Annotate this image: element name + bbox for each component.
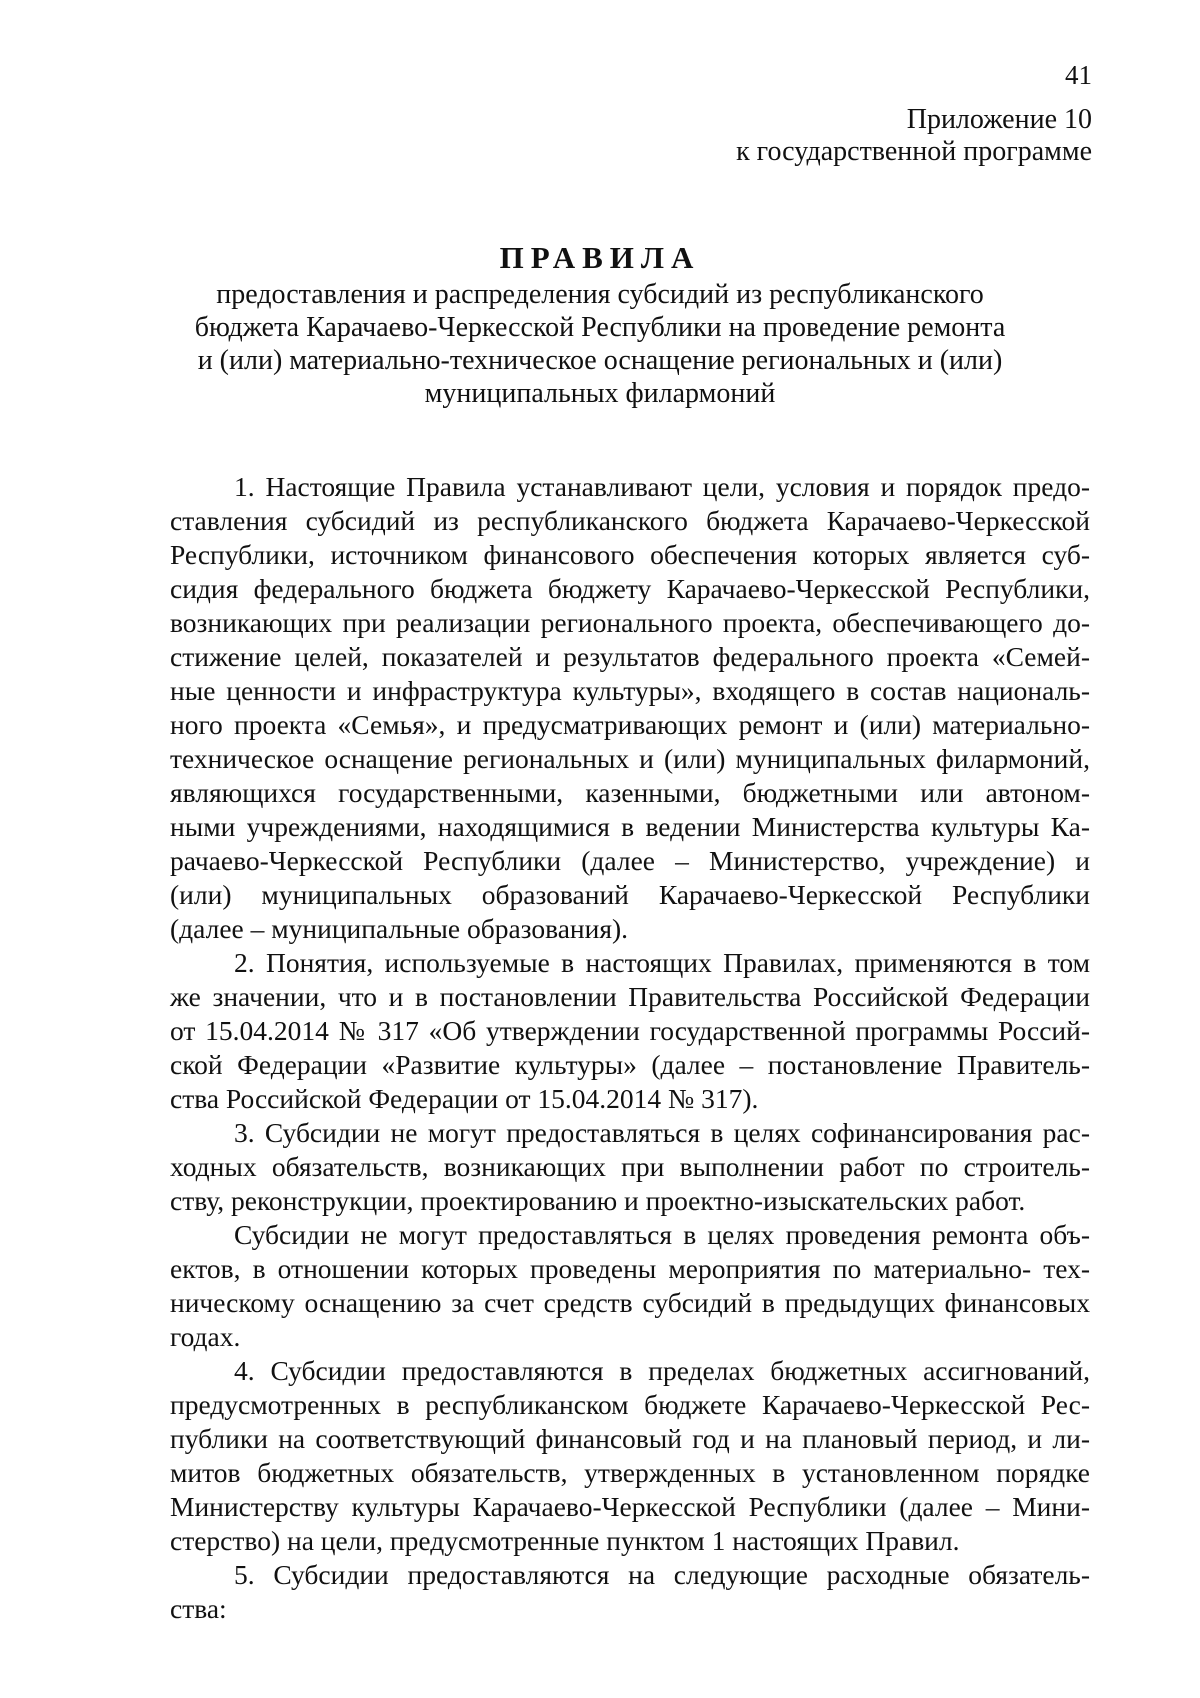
body-line: ства:: [170, 1593, 227, 1624]
page-number: 41: [1065, 60, 1092, 90]
document-subtitle: [0, 278, 1200, 410]
body-line: 5. Субсидии предоставляются на следующие расходные обязатель-: [234, 1559, 1090, 1590]
body-line: 3. Субсидии не могут предоставляться в целях софинансирования рас-: [234, 1117, 1090, 1148]
body-line: являющихся государственными, казенными, бюджетными или автоном-: [170, 777, 1090, 808]
body-line: техническое оснащение региональных и (или) муниципальных филармоний,: [170, 743, 1090, 774]
body-line: ходных обязательств, возникающих при выполнении работ по строитель-: [170, 1151, 1090, 1182]
subtitle-line: предоставления и распределения субсидий из республиканского: [216, 279, 984, 310]
annex-line: к государственной программе: [736, 136, 1092, 167]
body-line: ству, реконструкции, проектированию и проектно-изыскательских работ.: [170, 1185, 1026, 1216]
subtitle-line: и (или) материально-техническое оснащение региональных и (или): [197, 345, 1003, 376]
body-line: ства Российской Федерации от 15.04.2014 № 317).: [170, 1083, 759, 1114]
body-line: (или) муниципальных образований Карачаево-Черкесской Республики: [170, 879, 1090, 910]
body-line: публики на соответствующий финансовый год и на плановый период, и ли-: [170, 1423, 1090, 1454]
body-line: Республики, источником финансового обеспечения которых является суб-: [170, 539, 1090, 570]
body-line: стижение целей, показателей и результатов федерального проекта «Семей-: [170, 641, 1090, 672]
body-line: же значении, что и в постановлении Правительства Российской Федерации: [170, 981, 1090, 1012]
body-line: стерство) на цели, предусмотренные пунктом 1 настоящих Правил.: [170, 1525, 960, 1556]
body-line: годах.: [170, 1321, 241, 1352]
subtitle-line: муниципальных филармоний: [424, 378, 776, 409]
body-line: ными учреждениями, находящимися в ведении Министерства культуры Ка-: [170, 811, 1090, 842]
body-line: Субсидии не могут предоставляться в целях проведения ремонта объ-: [234, 1219, 1090, 1250]
body-line: ставления субсидий из республиканского бюджета Карачаево-Черкесской: [170, 505, 1090, 536]
subtitle-line: бюджета Карачаево-Черкесской Республики на проведение ремонта: [194, 312, 1006, 343]
body-line: 4. Субсидии предоставляются в пределах бюджетных ассигнований,: [234, 1355, 1090, 1386]
body-line: ническому оснащению за счет средств субсидий в предыдущих финансовых: [170, 1287, 1090, 1318]
document-title: ПРАВИЛА: [499, 240, 701, 275]
body-line: (далее – муниципальные образования).: [170, 913, 629, 944]
body-line: 2. Понятия, используемые в настоящих Правилах, применяются в том: [234, 947, 1090, 978]
body-line: рачаево-Черкесской Республики (далее – Министерство, учреждение) и: [170, 845, 1090, 876]
body-line: Министерству культуры Карачаево-Черкесской Республики (далее – Мини-: [170, 1491, 1090, 1522]
body-line: возникающих при реализации регионального проекта, обеспечивающего до-: [170, 607, 1090, 638]
body-line: ные ценности и инфраструктура культуры», входящего в состав националь-: [170, 675, 1090, 706]
body-line: митов бюджетных обязательств, утвержденных в установленном порядке: [170, 1457, 1090, 1488]
document-body: [170, 470, 1090, 1626]
body-line: ектов, в отношении которых проведены мероприятия по материально- тех-: [170, 1253, 1090, 1284]
body-line: предусмотренных в республиканском бюджете Карачаево-Черкесской Рес-: [170, 1389, 1090, 1420]
body-line: ской Федерации «Развитие культуры» (далее – постановление Правитель-: [170, 1049, 1090, 1080]
body-line: сидия федерального бюджета бюджету Карачаево-Черкесской Республики,: [170, 573, 1090, 604]
body-line: ного проекта «Семья», и предусматривающих ремонт и (или) материально-: [170, 709, 1090, 740]
body-line: от 15.04.2014 № 317 «Об утверждении государственной программы Россий-: [170, 1015, 1090, 1046]
body-line: 1. Настоящие Правила устанавливают цели, условия и порядок предо-: [234, 471, 1090, 502]
annex-header: [736, 104, 1092, 168]
annex-line: Приложение 10: [906, 104, 1092, 135]
